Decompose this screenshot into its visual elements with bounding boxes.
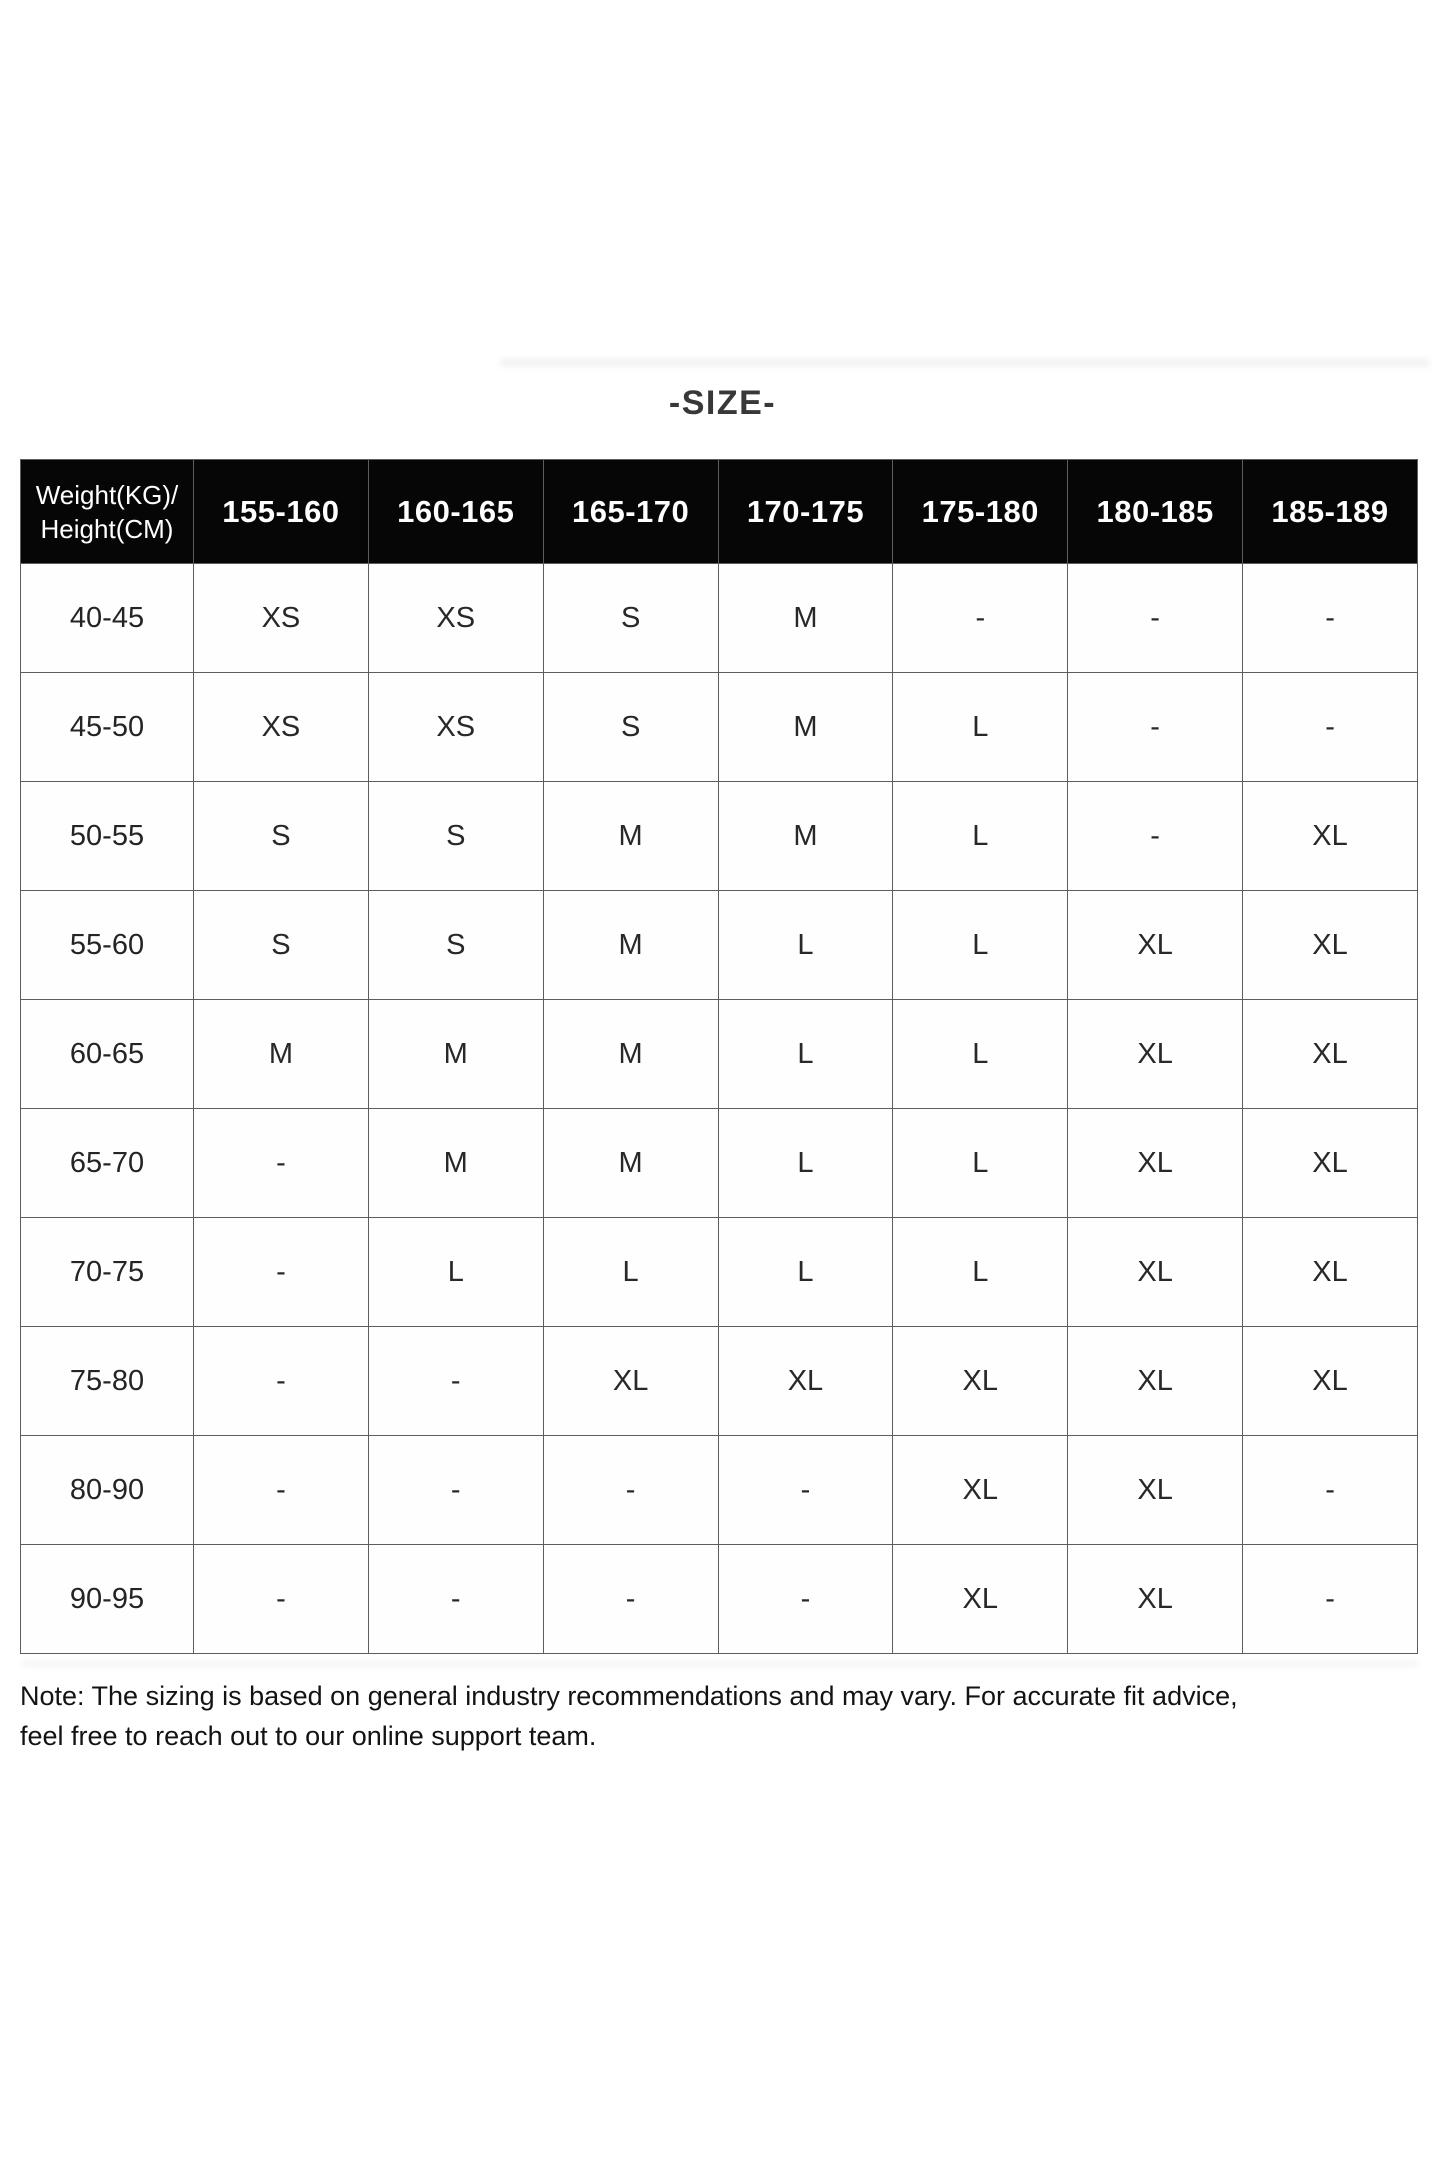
row-label: 90-95 xyxy=(21,1545,194,1654)
table-row-70-75 xyxy=(21,1218,1418,1327)
corner-header-cell xyxy=(21,460,194,564)
size-cell: XS xyxy=(194,673,369,782)
size-cell: XL xyxy=(718,1327,893,1436)
size-cell: M xyxy=(543,1109,718,1218)
table-row-40-45 xyxy=(21,564,1418,673)
sizing-note-line2: feel free to reach out to our online support team. xyxy=(20,1721,597,1751)
column-header-175-180: 175-180 xyxy=(893,460,1068,564)
size-cell: XS xyxy=(368,673,543,782)
column-header-185-189: 185-189 xyxy=(1243,460,1418,564)
size-cell: - xyxy=(1243,564,1418,673)
table-row-45-50 xyxy=(21,673,1418,782)
row-label: 55-60 xyxy=(21,891,194,1000)
size-cell: - xyxy=(718,1545,893,1654)
column-header-155-160: 155-160 xyxy=(194,460,369,564)
size-cell: XS xyxy=(194,564,369,673)
sizing-note xyxy=(20,1676,1420,1756)
size-cell: - xyxy=(543,1436,718,1545)
size-cell: - xyxy=(368,1327,543,1436)
size-cell: L xyxy=(718,1109,893,1218)
size-cell: - xyxy=(194,1218,369,1327)
corner-header-line1: Weight(KG)/ xyxy=(35,479,179,510)
corner-header-line2: Height(CM) xyxy=(40,513,174,544)
size-cell: L xyxy=(893,891,1068,1000)
size-cell: - xyxy=(194,1436,369,1545)
size-cell: M xyxy=(368,1109,543,1218)
size-cell: XL xyxy=(1243,891,1418,1000)
size-cell: - xyxy=(194,1109,369,1218)
sizing-note-line1: Note: The sizing is based on general industry recommendations and may vary. For accurate fit advice, xyxy=(20,1681,1238,1711)
size-cell: L xyxy=(718,891,893,1000)
size-cell: M xyxy=(543,891,718,1000)
header-row xyxy=(21,460,1418,564)
size-cell: - xyxy=(1243,1545,1418,1654)
row-label: 65-70 xyxy=(21,1109,194,1218)
size-cell: S xyxy=(194,891,369,1000)
size-cell: - xyxy=(368,1436,543,1545)
size-cell: XL xyxy=(1243,1000,1418,1109)
size-cell: XL xyxy=(1068,1436,1243,1545)
size-cell: L xyxy=(893,1218,1068,1327)
size-cell: XS xyxy=(368,564,543,673)
row-label: 75-80 xyxy=(21,1327,194,1436)
row-label: 50-55 xyxy=(21,782,194,891)
size-cell: XL xyxy=(1068,891,1243,1000)
size-cell: L xyxy=(893,1109,1068,1218)
size-cell: - xyxy=(1243,673,1418,782)
size-cell: L xyxy=(893,673,1068,782)
size-table-header xyxy=(21,460,1418,564)
row-label: 80-90 xyxy=(21,1436,194,1545)
page-title: -SIZE- xyxy=(668,384,777,422)
size-cell: XL xyxy=(1243,1218,1418,1327)
size-cell: M xyxy=(368,1000,543,1109)
size-cell: L xyxy=(893,1000,1068,1109)
size-cell: XL xyxy=(543,1327,718,1436)
size-cell: - xyxy=(1243,1436,1418,1545)
size-cell: M xyxy=(194,1000,369,1109)
size-cell: XL xyxy=(1243,1109,1418,1218)
size-cell: S xyxy=(543,673,718,782)
size-cell: L xyxy=(543,1218,718,1327)
size-cell: L xyxy=(718,1218,893,1327)
size-chart-table xyxy=(20,459,1418,1654)
size-cell: XL xyxy=(1243,782,1418,891)
row-label: 45-50 xyxy=(21,673,194,782)
table-row-50-55 xyxy=(21,782,1418,891)
size-cell: - xyxy=(1068,782,1243,891)
blurred-artifact-top xyxy=(500,358,1430,367)
size-cell: XL xyxy=(893,1436,1068,1545)
column-header-165-170: 165-170 xyxy=(543,460,718,564)
size-cell: M xyxy=(718,564,893,673)
size-cell: XL xyxy=(1068,1109,1243,1218)
row-label: 70-75 xyxy=(21,1218,194,1327)
size-cell: - xyxy=(893,564,1068,673)
column-header-160-165: 160-165 xyxy=(368,460,543,564)
size-cell: S xyxy=(543,564,718,673)
size-cell: L xyxy=(893,782,1068,891)
table-row-75-80 xyxy=(21,1327,1418,1436)
size-cell: M xyxy=(718,782,893,891)
blurred-artifact-bottom xyxy=(22,1660,1418,1667)
size-table-body xyxy=(21,564,1418,1654)
size-cell: - xyxy=(368,1545,543,1654)
column-header-180-185: 180-185 xyxy=(1068,460,1243,564)
size-cell: - xyxy=(1068,673,1243,782)
size-cell: - xyxy=(1068,564,1243,673)
size-cell: XL xyxy=(1243,1327,1418,1436)
column-header-170-175: 170-175 xyxy=(718,460,893,564)
size-cell: S xyxy=(368,891,543,1000)
table-row-90-95 xyxy=(21,1545,1418,1654)
size-cell: - xyxy=(543,1545,718,1654)
row-label: 40-45 xyxy=(21,564,194,673)
row-label: 60-65 xyxy=(21,1000,194,1109)
size-cell: XL xyxy=(1068,1545,1243,1654)
size-cell: S xyxy=(368,782,543,891)
size-cell: XL xyxy=(1068,1218,1243,1327)
table-row-65-70 xyxy=(21,1109,1418,1218)
size-cell: L xyxy=(718,1000,893,1109)
size-cell: - xyxy=(194,1327,369,1436)
size-cell: XL xyxy=(893,1327,1068,1436)
size-cell: M xyxy=(543,1000,718,1109)
size-cell: - xyxy=(194,1545,369,1654)
size-cell: L xyxy=(368,1218,543,1327)
table-row-55-60 xyxy=(21,891,1418,1000)
size-cell: XL xyxy=(1068,1327,1243,1436)
table-row-80-90 xyxy=(21,1436,1418,1545)
size-cell: XL xyxy=(893,1545,1068,1654)
size-cell: S xyxy=(194,782,369,891)
size-cell: XL xyxy=(1068,1000,1243,1109)
size-cell: M xyxy=(543,782,718,891)
size-cell: M xyxy=(718,673,893,782)
table-row-60-65 xyxy=(21,1000,1418,1109)
size-cell: - xyxy=(718,1436,893,1545)
